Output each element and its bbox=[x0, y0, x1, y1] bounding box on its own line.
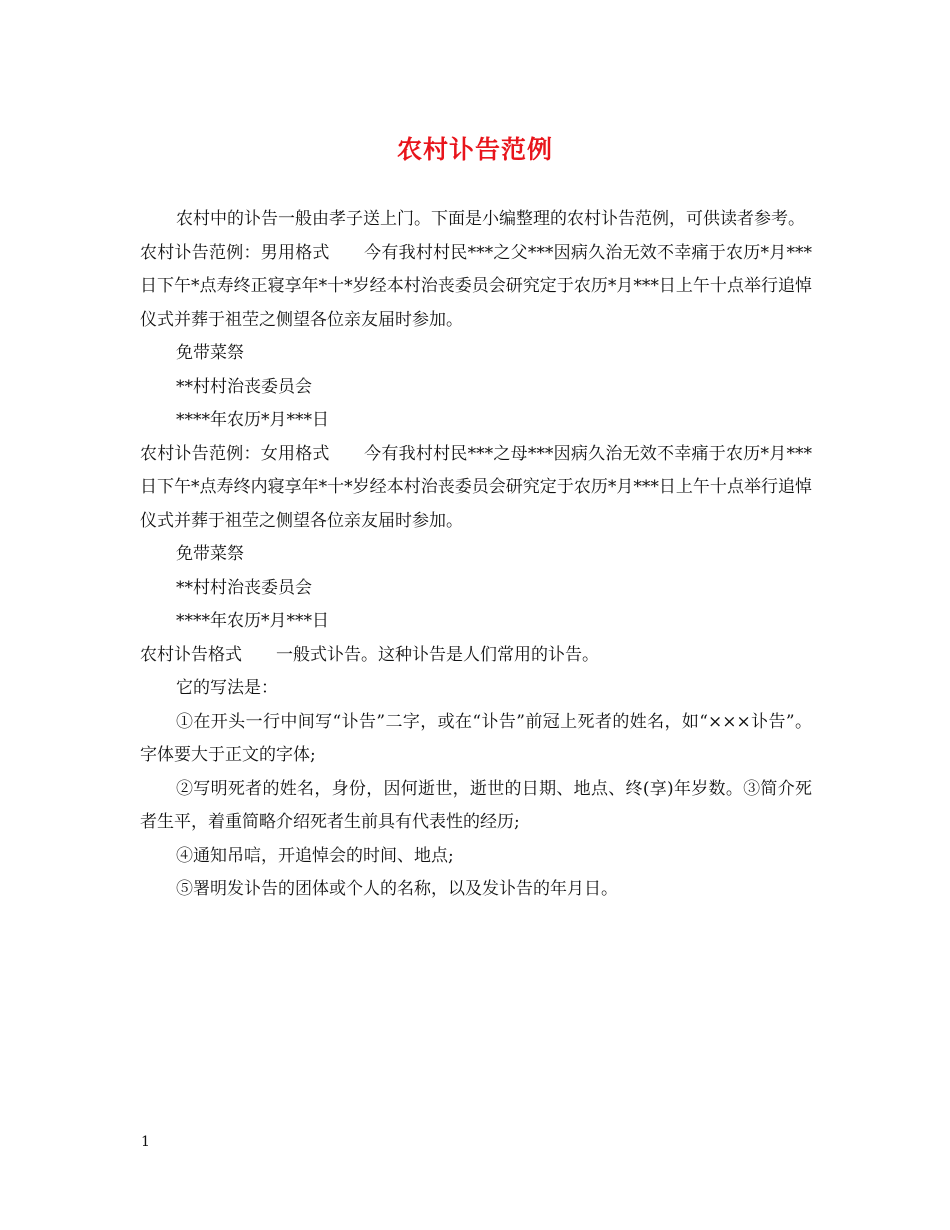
step-1-paragraph: ①在开头一行中间写“讣告”二字，或在“讣告”前冠上死者的姓名，如“×××讣告”。字体要大于正文的字体; bbox=[140, 711, 812, 765]
step-5-paragraph: ⑤署明发讣告的团体或个人的名称，以及发讣告的年月日。 bbox=[176, 879, 618, 899]
step-2-paragraph: ②写明死者的姓名，身份，因何逝世，逝世的日期、地点、终(享)年岁数。③简介死者生平，着重简略介绍死者生前具有代表性的经历; bbox=[140, 778, 812, 832]
step-4-paragraph: ④通知吊唁，开追悼会的时间、地点; bbox=[176, 845, 454, 866]
female-date-line: ****年农历*月***日 bbox=[176, 611, 329, 631]
format-heading-paragraph: 农村讣告格式 一般式讣告。这种讣告是人们常用的讣告。 bbox=[140, 644, 599, 665]
page-title: 农村讣告范例 bbox=[396, 135, 553, 164]
male-committee-line: **村村治丧委员会 bbox=[176, 376, 312, 397]
method-intro-line: 它的写法是： bbox=[176, 678, 278, 698]
document-body bbox=[140, 203, 812, 907]
female-no-offering-line: 免带菜祭 bbox=[176, 544, 244, 564]
page-number: 1 bbox=[141, 1134, 150, 1150]
male-no-offering-line: 免带菜祭 bbox=[176, 343, 244, 363]
female-committee-line: **村村治丧委员会 bbox=[176, 577, 312, 598]
male-date-line: ****年农历*月***日 bbox=[176, 410, 329, 430]
male-sample-paragraph: 农村讣告范例：男用格式 今有我村村民***之父***因病久治无效不幸痛于农历*月***日下午*点寿终正寝享年*十*岁经本村治丧委员会研究定于农历*月***日上午十点举行追悼仪式并葬于祖茔之侧望各位亲友届时参加。 bbox=[140, 242, 812, 330]
female-sample-paragraph: 农村讣告范例：女用格式 今有我村村民***之母***因病久治无效不幸痛于农历*月***日下午*点寿终内寝享年*十*岁经本村治丧委员会研究定于农历*月***日上午十点举行追悼仪式并葬于祖茔之侧望各位亲友届时参加。 bbox=[140, 443, 812, 531]
intro-paragraph: 农村中的讣告一般由孝子送上门。下面是小编整理的农村讣告范例，可供读者参考。 bbox=[176, 209, 805, 229]
